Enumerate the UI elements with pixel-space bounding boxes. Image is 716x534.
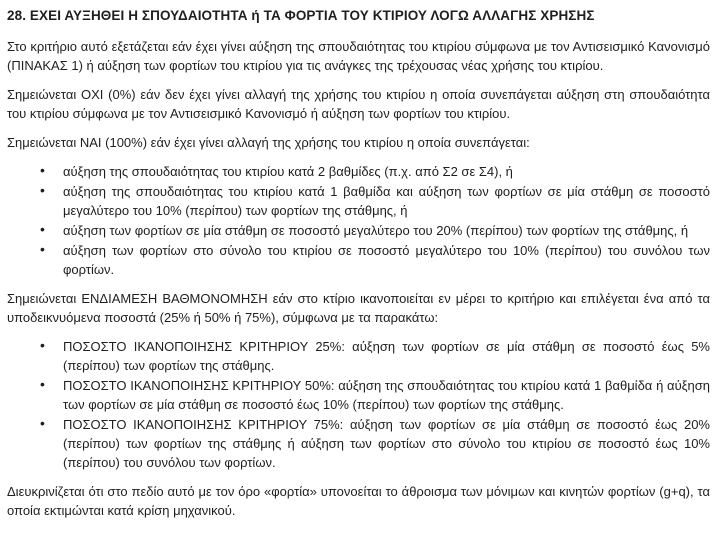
intermediate-criteria-list <box>7 337 710 472</box>
no-option-paragraph: Σημειώνεται ΟΧΙ (0%) εάν δεν έχει γίνει αλλαγή της χρήσης του κτιρίου η οποία συνεπάγεται αύξηση στη σπουδαιότητα του κτιρίου σύμφωνα με τον Αντισεισμικό Κανονισμό ή αύξηση των φορτίων του κτιρίου. <box>7 87 710 121</box>
intermediate-grading-paragraph: Σημειώνεται ΕΝΔΙΑΜΕΣΗ ΒΑΘΜΟΝΟΜΗΣΗ εάν στο κτίριο ικανοποιείται εν μέρει το κριτήριο και επιλέγεται ένα από τα υποδεικνυόμενα ποσοστά (25% ή 50% ή 75%), σύμφωνα με τα παρακάτω: <box>7 291 710 325</box>
list-item: • αύξηση των φορτίων στο σύνολο του κτιρίου σε ποσοστό μεγαλύτερο του 10% (περίπου) του συνόλου των φορτίων. <box>63 241 710 279</box>
list-item: • αύξηση των φορτίων σε μία στάθμη σε ποσοστό μεγαλύτερο του 20% (περίπου) των φορτίων της στάθμης, ή <box>63 221 710 240</box>
list-item: • ΠΟΣΟΣΤΟ ΙΚΑΝΟΠΟΙΗΣΗΣ ΚΡΙΤΗΡΙΟΥ 25%: αύξηση των φορτίων σε μία στάθμη σε ποσοστό έως 5% (περίπου) των φορτίων της στάθμης. <box>63 337 710 375</box>
list-item: • αύξηση της σπουδαιότητας του κτιρίου κατά 2 βαθμίδες (π.χ. από Σ2 σε Σ4), ή <box>63 162 710 181</box>
list-item: • ΠΟΣΟΣΤΟ ΙΚΑΝΟΠΟΙΗΣΗΣ ΚΡΙΤΗΡΙΟΥ 75%: αύξηση των φορτίων σε μία στάθμη σε ποσοστό έως 20% (περίπου) των φορτίων της στάθμης ή αύξηση των φορτίων στο σύνολο του κτιρίου σε ποσοστό έως 10% (περίπου) του συνόλου των φορτίων. <box>63 415 710 472</box>
list-item: • ΠΟΣΟΣΤΟ ΙΚΑΝΟΠΟΙΗΣΗΣ ΚΡΙΤΗΡΙΟΥ 50%: αύξηση της σπουδαιότητας του κτιρίου κατά 1 βαθμίδα ή αύξηση των φορτίων σε μία στάθμη σε ποσοστό έως 10% (περίπου) των φορτίων της στάθμης. <box>63 376 710 414</box>
clarification-paragraph: Διευκρινίζεται ότι στο πεδίο αυτό με τον όρο «φορτία» υπονοείται το άθροισμα των μόνιμων και κινητών φορτίων (g+q), τα οποία εκτιμώνται κατά κρίση μηχανικού. <box>7 484 710 518</box>
criterion-title: 28. ΕΧΕΙ ΑΥΞΗΘΕΙ Η ΣΠΟΥΔΑΙΟΤΗΤΑ ή ΤΑ ΦΟΡΤΙΑ ΤΟΥ ΚΤΙΡΙΟΥ ΛΟΓΩ ΑΛΛΑΓΗΣ ΧΡΗΣΗΣ <box>7 8 595 23</box>
yes-criteria-list <box>7 162 710 279</box>
intro-paragraph: Στο κριτήριο αυτό εξετάζεται εάν έχει γίνει αύξηση της σπουδαιότητας του κτιρίου σύμφωνα με τον Αντισεισμικό Κανονισμό (ΠΙΝΑΚΑΣ 1) ή αύξηση των φορτίων του κτιρίου για τις ανάγκες της τρέχουσας νέας χρήσης του κτιρίου. <box>7 39 710 73</box>
list-item: • αύξηση της σπουδαιότητας του κτιρίου κατά 1 βαθμίδα και αύξηση των φορτίων σε μία στάθμη σε ποσοστό μεγαλύτερο του 10% (περίπου) των φορτίων της στάθμης, ή <box>63 182 710 220</box>
yes-option-paragraph: Σημειώνεται ΝΑΙ (100%) εάν έχει γίνει αλλαγή της χρήσης του κτιρίου η οποία συνεπάγεται: <box>7 135 530 150</box>
